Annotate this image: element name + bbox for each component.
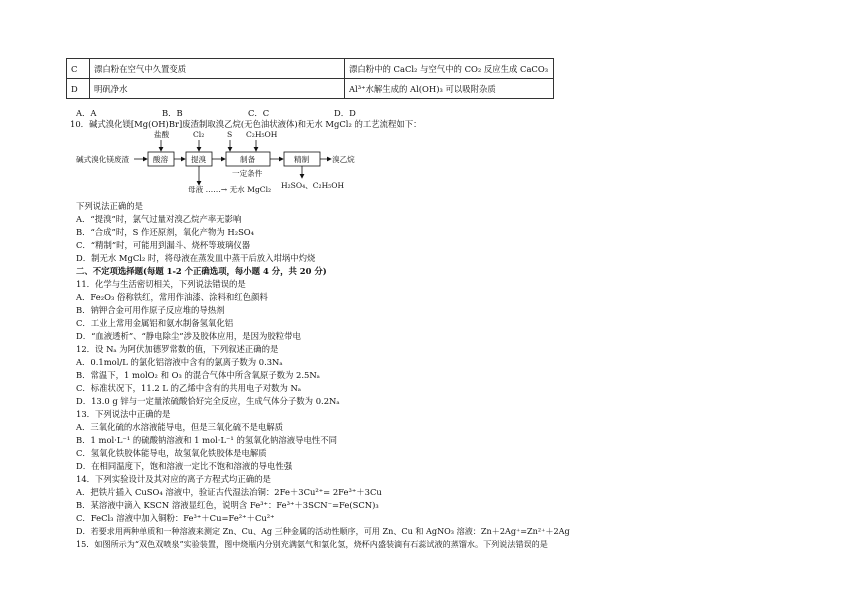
flow-box-label: 提溴 — [191, 155, 207, 164]
option-table — [66, 58, 554, 99]
q10-prompt: 下列说法正确的是 — [76, 201, 143, 211]
table-cell-letter: C — [67, 59, 90, 79]
q13-option-c: C．氢氧化铁胶体能导电，故氢氧化铁胶体是电解质 — [76, 448, 267, 458]
q10-option-d: D．制无水 MgCl₂ 时，将母液在蒸发皿中蒸干后放入坩埚中灼烧 — [76, 253, 316, 263]
q11-stem: 11．化学与生活密切相关，下列说法错误的是 — [76, 279, 246, 289]
q14-option-c: C．FeCl₃ 溶液中加入铜粉：Fe³⁺＋Cu=Fe²⁺＋Cu²⁺ — [76, 513, 275, 523]
q14-option-d: D．若要求用两种单质和一种溶液来测定 Zn、Cu、Ag 三种金属的活动性顺序，可用 Zn、Cu 和 AgNO₃ 溶液：Zn＋2Ag⁺=Zn²⁺＋2Ag — [76, 526, 570, 536]
flow-reagent-label: C₂H₅OH — [246, 130, 278, 139]
flow-box-label: 精制 — [294, 155, 310, 164]
table-cell-explanation: 漂白粉中的 CaCl₂ 与空气中的 CO₂ 反应生成 CaCO₃ — [345, 59, 554, 79]
q15-stem: 15．如图所示为“双色双喷泉”实验装置，图中烧瓶内分别充满氨气和氯化氢，烧杯内盛装滴有石蕊试液的蒸馏水。下列说法错误的是 — [76, 539, 548, 549]
q9-choice-a: A．A — [76, 108, 97, 118]
q11-option-b: B．钠钾合金可用作原子反应堆的导热剂 — [76, 305, 225, 315]
table-row — [67, 79, 554, 99]
q11-option-d: D．“血液透析”、“静电除尘”涉及胶体应用，是因为胶粒带电 — [76, 331, 301, 341]
flow-box-label: 制备 — [240, 155, 256, 164]
q13-option-d: D．在相同温度下，饱和溶液一定比不饱和溶液的导电性强 — [76, 461, 293, 471]
q10-stem: 10．碱式溴化镁[Mg(OH)Br]废渣制取溴乙烷(无色油状液体)和无水 MgCl₂ 的工艺流程如下： — [70, 119, 422, 129]
q12-stem: 12．设 Nₐ 为阿伏加德罗常数的值，下列叙述正确的是 — [76, 344, 279, 354]
q11-option-c: C．工业上常用金属铝和氨水制备氢氧化铝 — [76, 318, 234, 328]
q12-option-d: D．13.0 g 锌与一定量浓硫酸恰好完全反应，生成气体分子数为 0.2Nₐ — [76, 396, 340, 406]
q14-option-b: B．某溶液中滴入 KSCN 溶液显红色，说明含 Fe³⁺：Fe³⁺＋3SCN⁻=Fe(SCN)₃ — [76, 500, 379, 510]
q13-stem: 13．下列说法中正确的是 — [76, 409, 171, 419]
flow-condition-label: 一定条件 — [232, 169, 263, 178]
table-cell-letter: D — [67, 79, 90, 99]
q10-option-c: C．“精制”时，可能用到漏斗、烧杯等玻璃仪器 — [76, 240, 251, 250]
q14-option-a: A．把铁片插入 CuSO₄ 溶液中，验证古代湿法冶铜：2Fe＋3Cu²⁺= 2Fe³⁺＋3Cu — [76, 487, 382, 497]
flow-mother-liquor-label: 母液 ……→ 无水 MgCl₂ — [188, 185, 272, 194]
table-cell-explanation: Al³⁺水解生成的 Al(OH)₃ 可以吸附杂质 — [345, 79, 554, 99]
q12-option-b: B．常温下，1 molO₂ 和 O₃ 的混合气体中所含氧原子数为 2.5Nₐ — [76, 370, 320, 380]
flow-box-label: 酸溶 — [153, 155, 169, 164]
q12-option-a: A．0.1mol/L 的氯化铝溶液中含有的氯离子数为 0.3Nₐ — [76, 357, 283, 367]
q9-choice-b: B．B — [162, 108, 183, 118]
q9-choice-c: C．C — [248, 108, 270, 118]
q14-stem: 14．下列实验设计及其对应的离子方程式均正确的是 — [76, 474, 271, 484]
table-row — [67, 59, 554, 79]
table-cell-phenomenon: 明矾净水 — [90, 79, 345, 99]
q13-option-a: A．三氧化硫的水溶液能导电，但是三氧化硫不是电解质 — [76, 422, 284, 432]
q9-choice-d: D．D — [334, 108, 356, 118]
q10-option-b: B．“合成”时，S 作还原剂，氧化产物为 H₂SO₄ — [76, 227, 255, 237]
process-flow-diagram — [76, 128, 366, 196]
section-heading: 二、不定项选择题(每题 1-2 个正确选项，每小题 4 分，共 20 分) — [76, 266, 327, 276]
flow-reagent-label: 盐酸 — [154, 130, 170, 139]
flow-start-label: 碱式溴化镁废渣 — [76, 155, 130, 164]
q11-option-a: A．Fe₂O₃ 俗称铁红，常用作油漆、涂料和红色颜料 — [76, 292, 268, 302]
table-cell-phenomenon: 漂白粉在空气中久置变质 — [90, 59, 345, 79]
q12-option-c: C．标准状况下，11.2 L 的乙烯中含有的共用电子对数为 Nₐ — [76, 383, 302, 393]
flow-reagent-label: S — [227, 130, 233, 139]
flow-end-label: 溴乙烷 — [332, 155, 355, 164]
q13-option-b: B．1 mol·L⁻¹ 的硫酸钠溶液和 1 mol·L⁻¹ 的氢氧化钠溶液导电性不同 — [76, 435, 337, 445]
flow-byproduct-label: H₂SO₄、C₂H₅OH — [281, 181, 345, 190]
q10-option-a: A．“提溴”时，氯气过量对溴乙烷产率无影响 — [76, 214, 242, 224]
flow-reagent-label: Cl₂ — [193, 130, 205, 139]
